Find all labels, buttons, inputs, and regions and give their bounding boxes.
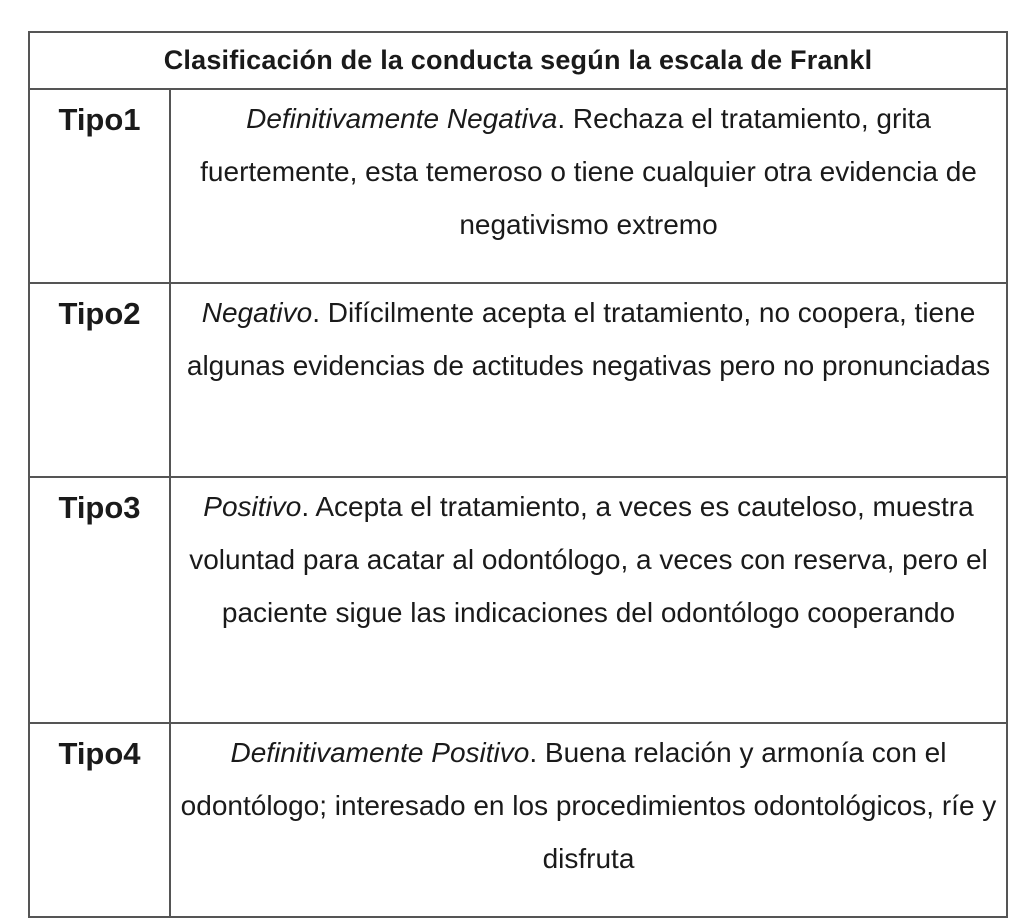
tipo-lead: Definitivamente Positivo — [230, 737, 530, 768]
tipo-text: . Acepta el tratamiento, a veces es cauteloso, muestra voluntad para acatar al odontólogo, a veces con reserva, pero el paciente sigue las indicaciones del odontólogo cooperando — [189, 491, 988, 628]
table-row — [29, 723, 1007, 917]
table-header-row — [29, 32, 1007, 89]
frankl-classification-table — [28, 31, 1008, 918]
tipo-description — [170, 89, 1007, 283]
tipo-label: Tipo4 — [29, 723, 170, 917]
tipo-description — [170, 283, 1007, 477]
tipo-lead: Definitivamente Negativa — [246, 103, 558, 134]
tipo-description — [170, 477, 1007, 723]
tipo-text: . Buena relación y armonía con el odontólogo; interesado en los procedimientos odontológicos, ríe y disfruta — [180, 737, 997, 874]
frankl-table-container — [28, 31, 1006, 918]
table-title: Clasificación de la conducta según la escala de Frankl — [29, 32, 1007, 89]
tipo-text: . Difícilmente acepta el tratamiento, no coopera, tiene algunas evidencias de actitudes negativas pero no pronunciadas — [186, 297, 991, 381]
tipo-label: Tipo3 — [29, 477, 170, 723]
tipo-label: Tipo1 — [29, 89, 170, 283]
table-row — [29, 283, 1007, 477]
tipo-lead: Negativo — [201, 297, 313, 328]
tipo-label: Tipo2 — [29, 283, 170, 477]
tipo-lead: Positivo — [203, 491, 302, 522]
tipo-description — [170, 723, 1007, 917]
tipo-text: . Rechaza el tratamiento, grita fuertemente, esta temeroso o tiene cualquier otra evidencia de negativismo extremo — [200, 103, 977, 240]
table-row — [29, 477, 1007, 723]
table-row — [29, 89, 1007, 283]
